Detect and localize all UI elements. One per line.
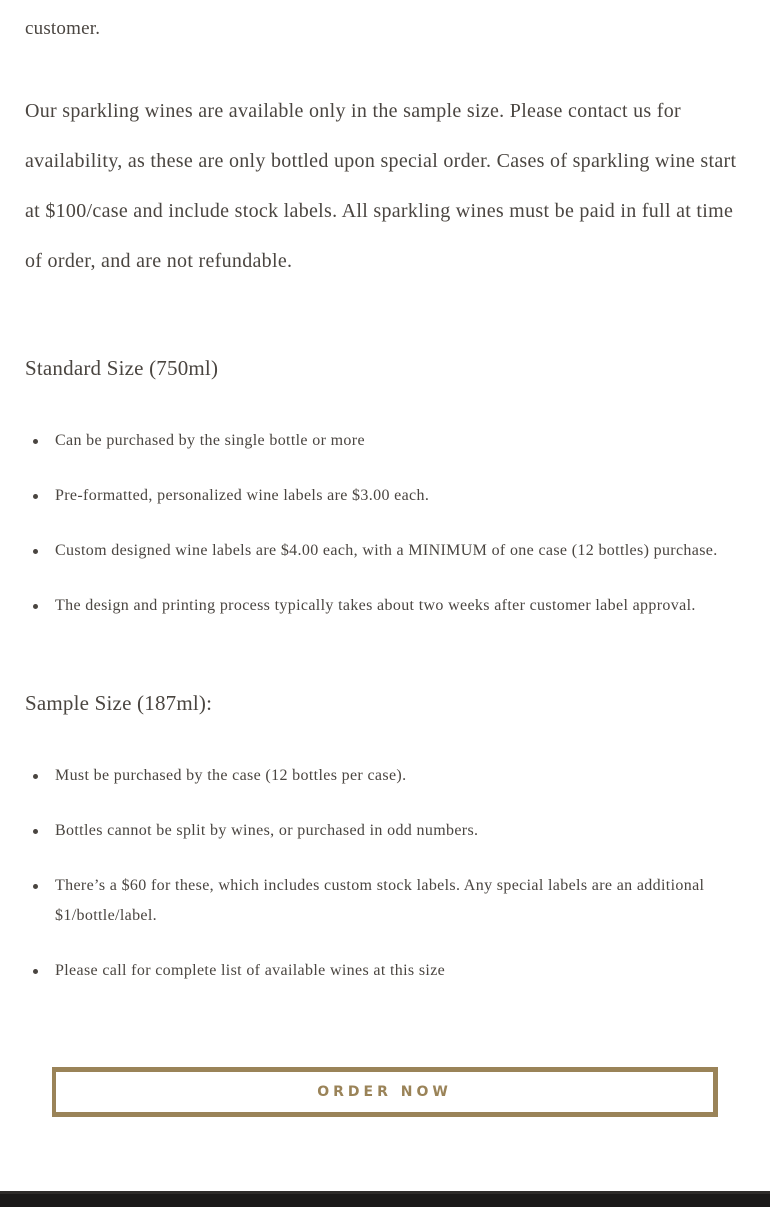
list-item [25,956,745,986]
list-item-text: Bottles cannot be split by wines, or purchased in odd numbers. [55,822,479,839]
sample-size-list [25,761,745,1011]
list-item [25,761,745,791]
bullet-dot-icon [33,969,38,974]
list-item [25,536,745,566]
list-item [25,591,745,621]
bullet-dot-icon [33,439,38,444]
order-now-button[interactable] [52,1067,718,1117]
standard-size-list [25,426,745,646]
list-item-text: Must be purchased by the case (12 bottles per case). [55,767,407,784]
bullet-dot-icon [33,494,38,499]
list-item-text: Pre-formatted, personalized wine labels are $3.00 each. [55,487,430,504]
bullet-dot-icon [33,549,38,554]
order-now-label: ORDER NOW [317,1084,452,1100]
footer-edge [0,1191,770,1194]
list-item-text: Custom designed wine labels are $4.00 each, with a MINIMUM of one case (12 bottles) purchase. [55,542,718,559]
list-item-text: Can be purchased by the single bottle or more [55,432,365,449]
sample-size-heading: Sample Size (187ml): [25,691,213,715]
list-item [25,481,745,511]
list-item [25,816,745,846]
list-item-text: There’s a $60 for these, which includes custom stock labels. Any special labels are an additional $1/bottle/label. [55,877,705,924]
bullet-dot-icon [33,774,38,779]
bullet-dot-icon [33,604,38,609]
footer-bar [0,1191,770,1207]
bullet-dot-icon [33,884,38,889]
paragraph-tail: customer. [25,18,101,39]
list-item-text: Please call for complete list of available wines at this size [55,962,446,979]
sparkling-intro-paragraph: Our sparkling wines are available only in the sample size. Please contact us for availability, as these are only bottled upon special order. Cases of sparkling wine start at $100/case and include stock labels. All sparkling wines must be paid in full at time of order, and are not refundable. [25,100,737,272]
list-item-text: The design and printing process typically takes about two weeks after customer label approval. [55,597,696,614]
list-item [25,426,745,456]
bullet-dot-icon [33,829,38,834]
standard-size-heading: Standard Size (750ml) [25,356,219,380]
list-item [25,871,745,931]
